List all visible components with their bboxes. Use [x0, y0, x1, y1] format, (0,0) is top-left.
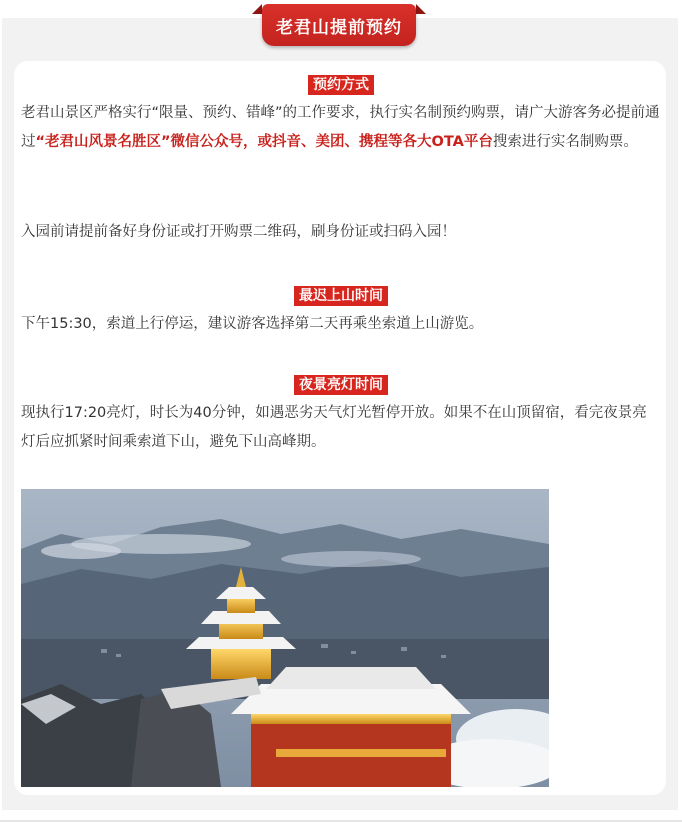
entry-paragraph: 入园前请提前备好身份证或打开购票二维码，刷身份证或扫码入园！: [21, 224, 456, 240]
section-label: 最迟上山时间: [294, 286, 388, 306]
header: [0, 0, 682, 60]
booking-highlight: “老君山风景名胜区”微信公众号，或抖音、美团、携程等各大OTA平台: [35, 134, 493, 150]
section-title-night: [0, 374, 682, 395]
booking-text: 老君山景区严格实行“限量、预约、错峰”的工作要求，执行实名制预约购票，请广大游客务必提前通过: [21, 105, 660, 150]
header-fold-left: [252, 4, 262, 14]
header-fold-right: [416, 4, 426, 14]
section-label: 夜景亮灯时间: [294, 375, 388, 395]
latest-paragraph: 下午15:30，索道上行停运，建议游客选择第二天再乘坐索道上山游览。: [21, 316, 484, 332]
temple-photo: [21, 489, 549, 787]
night-paragraph: 现执行17:20亮灯，时长为40分钟，如遇恶劣天气灯光暂停开放。如果不在山顶留宿，看完夜景亮灯后应抓紧时间乘索道下山，避免下山高峰期。: [21, 405, 647, 450]
section-title-latest: [0, 285, 682, 306]
section-title-booking: [0, 74, 682, 95]
booking-text-end: 搜索进行实名制购票。: [492, 134, 638, 150]
section-label: 预约方式: [308, 75, 374, 95]
bottom-divider: [0, 820, 682, 822]
header-title: 老君山提前预约: [262, 4, 416, 46]
booking-paragraph: [21, 99, 661, 157]
